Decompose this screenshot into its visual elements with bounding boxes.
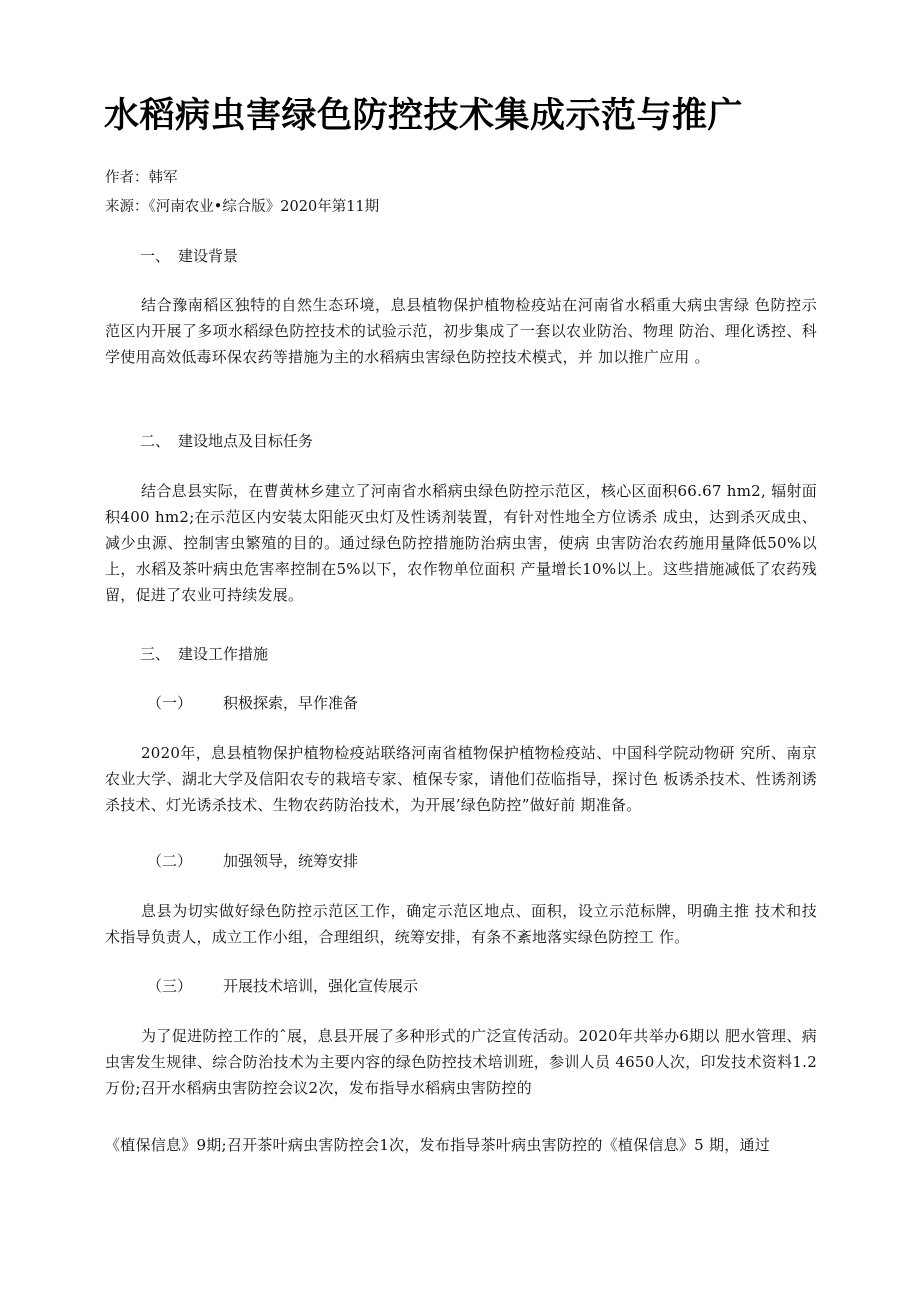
section-title: 建设地点及目标任务 <box>178 432 314 450</box>
subsection-heading-2 <box>147 851 358 871</box>
article-title: 水稻病虫害绿色防控技术集成示范与推广 <box>104 96 744 136</box>
section-title: 建设工作措施 <box>178 645 269 663</box>
section-title: 建设背景 <box>178 247 239 265</box>
section-heading-3 <box>140 644 268 664</box>
subsection-number: （一） <box>147 694 193 712</box>
section-number: 二、 <box>140 432 171 450</box>
subsection-number: （三） <box>147 977 193 995</box>
subsection-title: 开展技术培训，强化宣传展示 <box>223 977 419 995</box>
author-line: 作者：韩军 <box>105 170 178 186</box>
section-2-paragraph: 结合息县实际，在曹黄林乡建立了河南省水稻病虫绿色防控示范区，核心区面积66.67 hm2, 辐射面积400 hm2;在示范区内安装太阳能灭虫灯及性诱剂装置，有针对性地全方位诱杀 成虫，达到杀灭成虫、减少虫源、控制害虫繁殖的目的。通过绿色防控措施防治病虫害，使病 虫害防治农药施用量降低50%以上，水稻及茶叶病虫危害率控制在5%以下，农作物单位面积 产量增长10%以上。这些措施减低了农药残留，促进了农业可持续发展。 <box>105 482 817 604</box>
section-number: 一、 <box>140 247 171 265</box>
subsection-3-continuation: 《植保信息》9期;召开茶叶病虫害防控会1次，发布指导茶叶病虫害防控的《植保信息》5 期，通过 <box>105 1136 770 1154</box>
section-1-paragraph: 结合豫南稻区独特的自然生态环境，息县植物保护植物检疫站在河南省水稻重大病虫害绿 色防控示范区内开展了多项水稻绿色防控技术的试验示范，初步集成了一套以农业防治、物理 防治、理化诱控、科学使用高效低毒环保农药等措施为主的水稻病虫害绿色防控技术模式，并 加以推广应用 。 <box>105 296 817 366</box>
section-heading-1 <box>140 246 238 266</box>
subsection-2-paragraph: 息县为切实做好绿色防控示范区工作，确定示范区地点、面积，设立示范标牌，明确主推 技术和技术指导负责人，成立工作小组，合理组织，统筹安排，有条不紊地落实绿色防控工 作。 <box>105 902 817 946</box>
subsection-3-paragraph: 为了促进防控工作的ˆ展，息县开展了多种形式的广泛宣传活动。2020年共举办6期以 肥水管理、病虫害发生规律、综合防治技术为主要内容的绿色防控技术培训班，参训人员 4650人次，印发技术资料1.2万份;召开水稻病虫害防控会议2次，发布指导水稻病虫害防控的 <box>105 1027 817 1097</box>
section-heading-2 <box>140 431 313 451</box>
subsection-1-paragraph: 2020年，息县植物保护植物检疫站联络河南省植物保护植物检疫站、中国科学院动物研 究所、南京农业大学、湖北大学及信阳农专的栽培专家、植保专家，请他们莅临指导，探讨色 板诱杀技术、性诱剂诱杀技术、灯光诱杀技术、生物农药防治技术，为开展’绿色防控”做好前 期准备。 <box>105 744 817 814</box>
subsection-heading-3 <box>147 976 418 996</box>
subsection-heading-1 <box>147 693 358 713</box>
subsection-number: （二） <box>147 852 193 870</box>
subsection-title: 加强领导，统筹安排 <box>223 852 359 870</box>
subsection-title: 积极探索，早作准备 <box>223 694 359 712</box>
section-number: 三、 <box>140 645 171 663</box>
source-line: 来源：《河南农业•综合版》2020年第11期 <box>105 199 380 215</box>
